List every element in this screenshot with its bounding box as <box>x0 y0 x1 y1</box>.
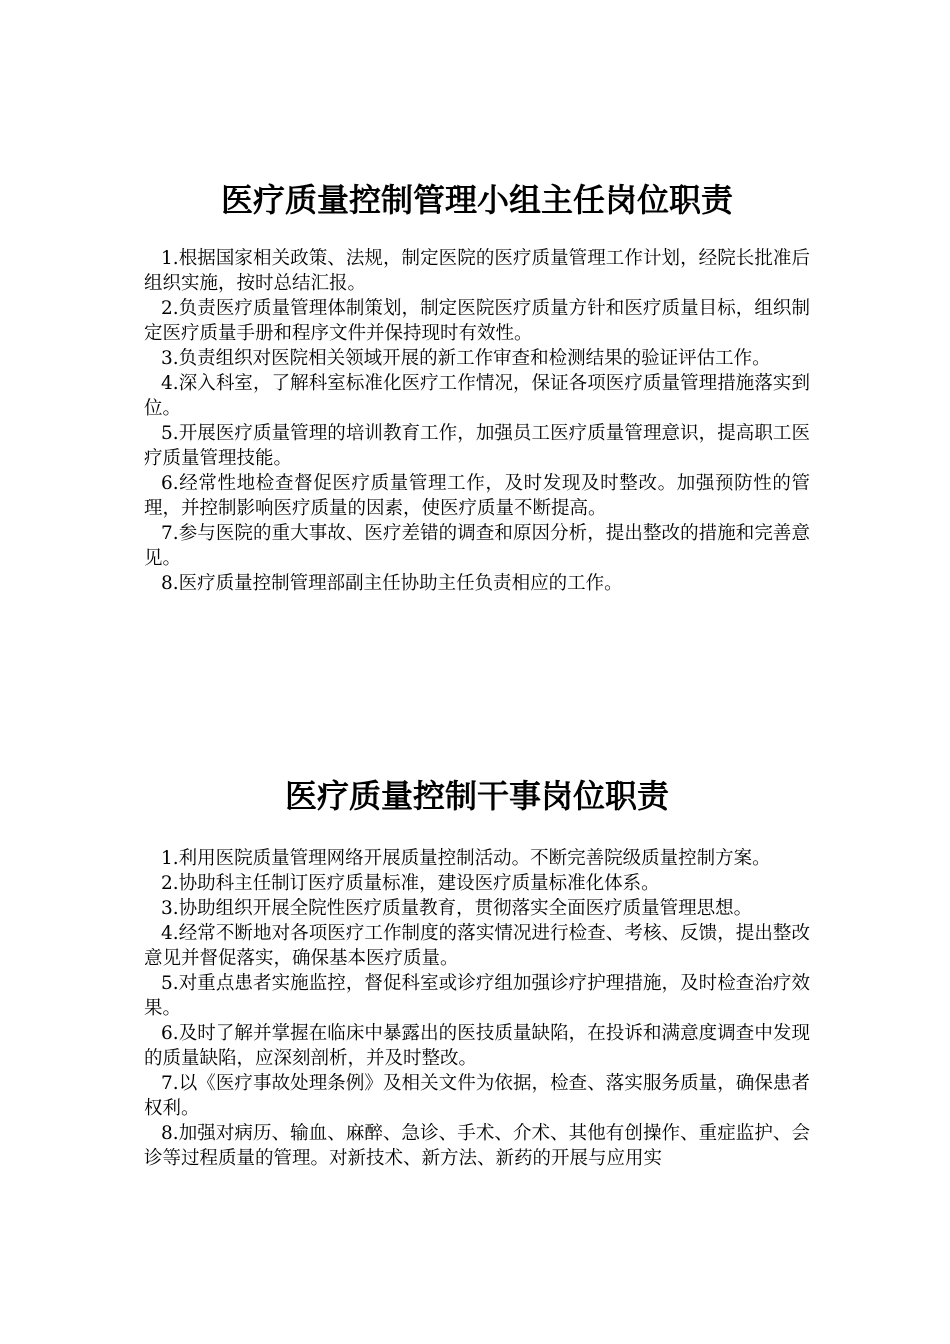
duty-item: 5.开展医疗质量管理的培训教育工作，加强员工医疗质量管理意识，提高职工医疗质量管理技能。 <box>144 423 810 469</box>
section-title: 医疗质量控制干事岗位职责 <box>284 777 669 815</box>
section-officer-duties <box>144 772 810 1171</box>
duty-list <box>144 846 810 1171</box>
duty-item: 4.经常不断地对各项医疗工作制度的落实情况进行检查、考核、反馈，提出整改意见并督促落实，确保基本医疗质量。 <box>144 923 810 969</box>
duty-item: 6.及时了解并掌握在临床中暴露出的医技质量缺陷，在投诉和满意度调查中发现的质量缺陷，应深刻剖析，并及时整改。 <box>144 1023 810 1069</box>
duty-item: 8.医疗质量控制管理部副主任协助主任负责相应的工作。 <box>161 573 623 594</box>
duty-item: 1.根据国家相关政策、法规，制定医院的医疗质量管理工作计划，经院长批准后组织实施，按时总结汇报。 <box>144 248 810 294</box>
duty-item: 8.加强对病历、输血、麻醉、急诊、手术、介术、其他有创操作、重症监护、会诊等过程质量的管理。对新技术、新方法、新药的开展与应用实 <box>144 1123 810 1169</box>
duty-item: 7.参与医院的重大事故、医疗差错的调查和原因分析，提出整改的措施和完善意见。 <box>144 523 810 569</box>
section-director-duties <box>144 176 810 596</box>
duty-item: 1.利用医院质量管理网络开展质量控制活动。不断完善院级质量控制方案。 <box>161 848 771 869</box>
section-title: 医疗质量控制管理小组主任岗位职责 <box>220 181 733 219</box>
duty-item: 4.深入科室，了解科室标准化医疗工作情况，保证各项医疗质量管理措施落实到位。 <box>144 373 810 419</box>
duty-item: 7.以《医疗事故处理条例》及相关文件为依据，检查、落实服务质量，确保患者权利。 <box>144 1073 810 1119</box>
duty-item: 3.负责组织对医院相关领域开展的新工作审查和检测结果的验证评估工作。 <box>161 348 771 369</box>
duty-list <box>144 246 810 596</box>
duty-item: 2.协助科主任制订医疗质量标准，建设医疗质量标准化体系。 <box>161 873 660 894</box>
duty-item: 3.协助组织开展全院性医疗质量教育，贯彻落实全面医疗质量管理思想。 <box>161 898 753 919</box>
duty-item: 2.负责医疗质量管理体制策划，制定医院医疗质量方针和医疗质量目标，组织制定医疗质量手册和程序文件并保持现时有效性。 <box>144 298 810 344</box>
duty-item: 6.经常性地检查督促医疗质量管理工作，及时发现及时整改。加强预防性的管理，并控制影响医疗质量的因素，使医疗质量不断提高。 <box>144 473 810 519</box>
duty-item: 5.对重点患者实施监控，督促科室或诊疗组加强诊疗护理措施，及时检查治疗效果。 <box>144 973 810 1019</box>
